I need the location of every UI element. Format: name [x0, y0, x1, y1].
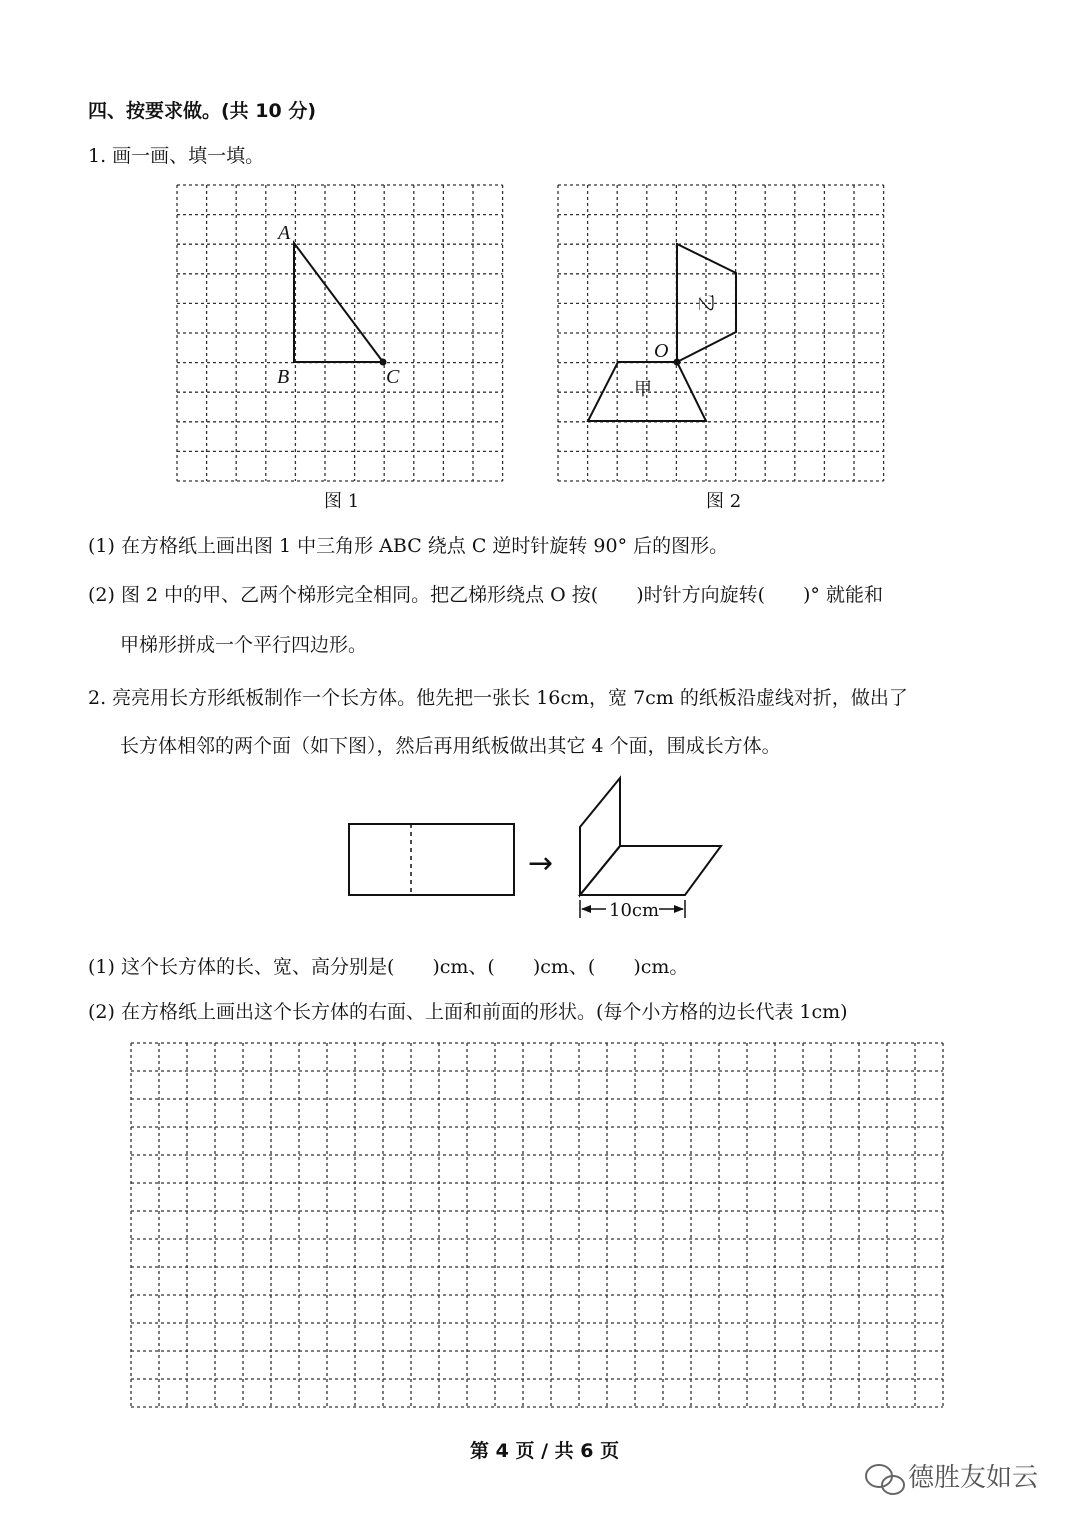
q1-title: 1. 画一画、填一填。 — [88, 145, 265, 167]
label-jia: 甲 — [634, 379, 652, 400]
label-a: A — [278, 222, 291, 244]
folded-vertical-face — [580, 778, 620, 895]
folded-horizontal-face — [580, 846, 721, 895]
fig2-grid — [558, 185, 884, 481]
arrow-glyph: → — [528, 846, 554, 881]
q1-part1: (1) 在方格纸上画出图 1 中三角形 ABC 绕点 C 逆时针旋转 90° 后的图形。 — [88, 535, 729, 557]
q2-part2: (2) 在方格纸上画出这个长方体的右面、上面和前面的形状。(每个小方格的边长代表 1cm) — [88, 1001, 848, 1023]
label-c: C — [386, 366, 400, 388]
fig1-grid — [177, 185, 503, 481]
label-o: O — [654, 340, 669, 362]
fig1-caption: 图 1 — [324, 491, 360, 512]
q2-title-line1: 2. 亮亮用长方形纸板制作一个长方体。他先把一张长 16cm，宽 7cm 的纸板沿虚线对折，做出了 — [88, 687, 908, 709]
label-b: B — [277, 366, 290, 388]
flat-board — [349, 824, 514, 895]
section-title: 四、按要求做。(共 10 分) — [88, 100, 317, 122]
point-c — [380, 359, 387, 366]
triangle-abc — [294, 243, 383, 362]
page-footer: 第 4 页 / 共 6 页 — [470, 1440, 620, 1462]
watermark-text: 德胜友如云 — [908, 1463, 1039, 1493]
q2-title-line2: 长方体相邻的两个面（如下图），然后再用纸板做出其它 4 个面，围成长方体。 — [120, 735, 781, 757]
dimension-label: 10cm — [609, 900, 660, 921]
q2-part1: (1) 这个长方体的长、宽、高分别是( )cm、( )cm、( )cm。 — [88, 956, 689, 978]
q1-part2-line2: 甲梯形拼成一个平行四边形。 — [120, 634, 368, 656]
point-o — [674, 359, 681, 366]
label-yi: 乙 — [697, 294, 718, 312]
answer-grid — [131, 1043, 943, 1407]
q1-part2-line1: (2) 图 2 中的甲、乙两个梯形完全相同。把乙梯形绕点 O 按( )时针方向旋转( )° 就能和 — [88, 584, 883, 606]
fig2-caption: 图 2 — [706, 491, 742, 512]
wechat-logo — [866, 1465, 904, 1494]
